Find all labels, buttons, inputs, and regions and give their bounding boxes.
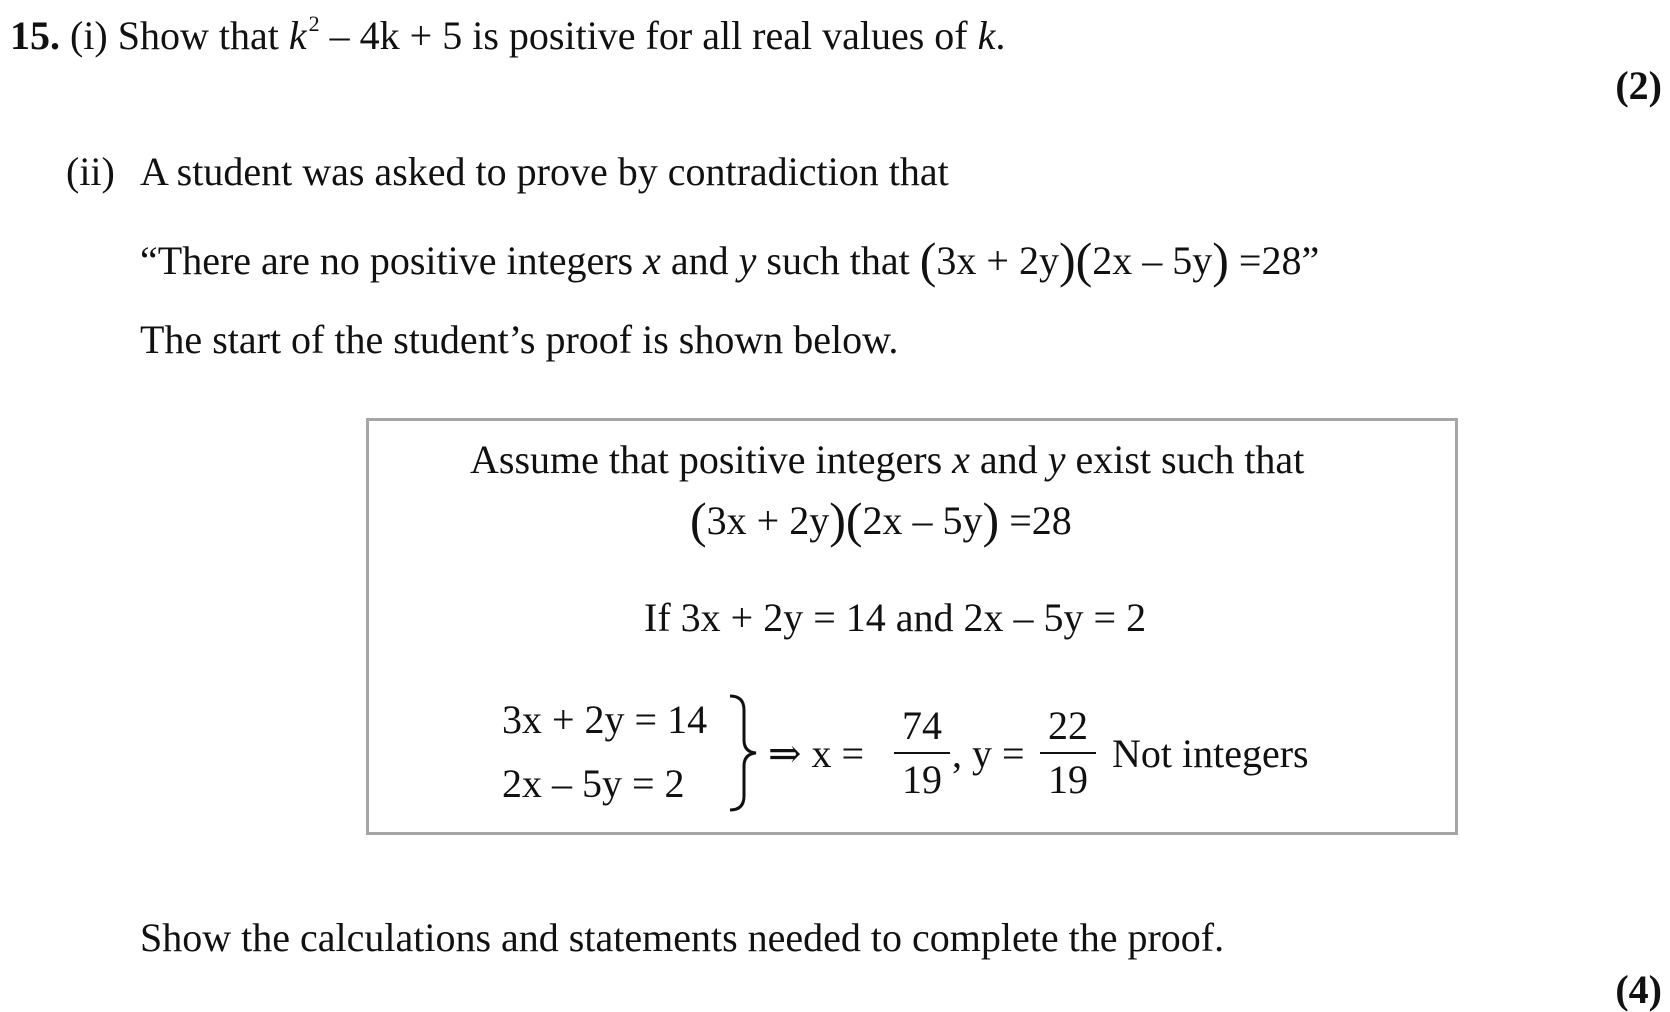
part-i-expr-exponent: 2 <box>308 11 320 36</box>
part-ii-marks: (4) <box>1615 967 1662 1012</box>
part-i-end: . <box>995 13 1006 58</box>
part-ii-instruction: Show the calculations and statements needed to complete the proof. <box>140 915 1225 960</box>
quote-var-x: x <box>643 238 661 283</box>
quote-equals: =28 <box>1238 238 1302 283</box>
proof-assume-x: x <box>952 437 970 482</box>
proof-eq-b: 2x – 5y = 2 <box>502 761 685 806</box>
part-i-marks: (2) <box>1615 63 1662 108</box>
quote-var-y: y <box>738 238 757 283</box>
proof-eq-factor1: 3x + 2y <box>706 498 830 543</box>
fraction-x <box>894 703 950 802</box>
proof-eq-a: 3x + 2y = 14 <box>502 697 708 742</box>
part-ii-quote-line: “There are no positive integers x and y such that (3x + 2y)(2x – 5y) =28” <box>140 232 1320 288</box>
proof-assume-after: exist such that <box>1075 437 1305 482</box>
fraction-y-denominator: 19 <box>1048 757 1088 802</box>
proof-not-integers: Not integers <box>1112 731 1309 776</box>
part-ii-line3: The start of the student’s proof is shown below. <box>140 317 899 362</box>
quote-close: ” <box>1301 238 1320 283</box>
part-i-line <box>10 11 1006 58</box>
fraction-x-numerator: 74 <box>902 703 942 748</box>
proof-eq-equals: =28 <box>1009 498 1072 543</box>
proof-comma-y: , y = <box>952 731 1025 776</box>
fraction-y-numerator: 22 <box>1048 703 1088 748</box>
fraction-y <box>1040 703 1096 802</box>
proof-if-line: If 3x + 2y = 14 and 2x – 5y = 2 <box>644 595 1147 640</box>
proof-implies: ⇒ x = <box>768 731 865 776</box>
quote-open: “There are no positive integers <box>140 238 634 283</box>
question-number: 15. <box>10 13 60 58</box>
quote-factor1: 3x + 2y <box>936 238 1059 283</box>
proof-assume-line <box>470 437 1305 482</box>
part-i-var: k <box>977 13 996 58</box>
proof-assume-and: and <box>979 437 1038 482</box>
part-i-expr-rest: – 4k + 5 <box>319 13 463 58</box>
quote-factor2: 2x – 5y <box>1092 238 1213 283</box>
quote-such-that: such that <box>766 238 910 283</box>
proof-equation: (3x + 2y)(2x – 5y) =28 <box>690 492 1072 548</box>
part-i-text-before: Show that <box>117 13 279 58</box>
fraction-x-denominator: 19 <box>902 757 942 802</box>
part-i-label: (i) <box>70 13 108 58</box>
proof-assume-before: Assume that positive integers <box>470 437 943 482</box>
quote-and: and <box>670 238 729 283</box>
proof-assume-y: y <box>1047 437 1066 482</box>
part-i-text-after: is positive for all real values of <box>472 13 968 58</box>
proof-eq-factor2: 2x – 5y <box>862 498 983 543</box>
part-i-expr-k: k <box>288 13 307 58</box>
part-ii-line1: A student was asked to prove by contradiction that <box>140 149 949 194</box>
part-ii-label: (ii) <box>66 149 115 194</box>
right-brace-icon <box>726 694 760 812</box>
